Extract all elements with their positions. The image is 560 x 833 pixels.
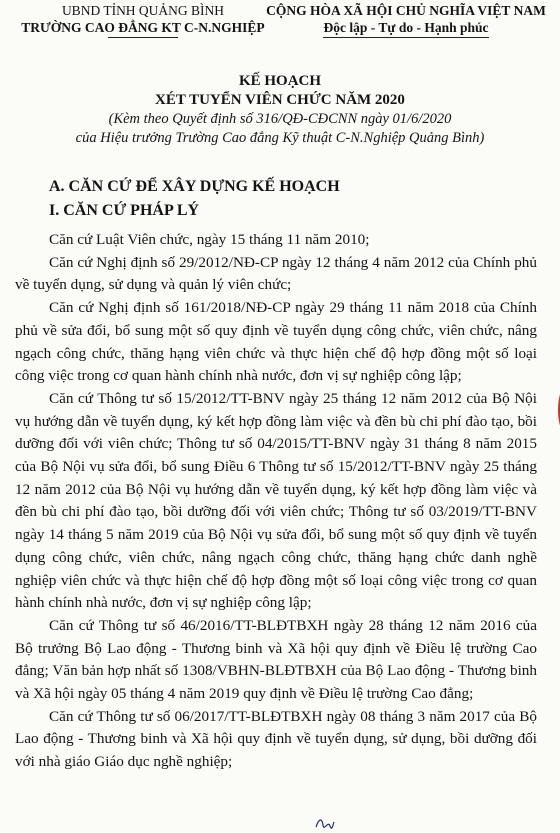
document-title-block — [0, 72, 560, 148]
document-subtitle-line2: của Hiệu trưởng Trường Cao đẳng Kỹ thuật C-N.Nghiệp Quảng Bình) — [75, 130, 485, 146]
document-type: KẾ HOẠCH — [238, 73, 322, 89]
issuing-agency-header — [18, 2, 268, 38]
handwritten-initial — [315, 816, 335, 830]
red-stamp-edge — [548, 380, 560, 440]
legal-basis-paragraph: Căn cứ Nghị định số 29/2012/NĐ-CP ngày 12 tháng 4 năm 2012 của Chính phủ về tuyển dụng, sử dụng và quản lý viên chức; — [15, 253, 537, 294]
section-a-heading: A. CĂN CỨ ĐỂ XÂY DỰNG KẾ HOẠCH — [49, 178, 340, 195]
national-header — [258, 2, 554, 38]
provincial-committee-name: UBND TỈNH QUẢNG BÌNH — [61, 3, 225, 18]
school-name: TRƯỜNG CAO ĐẲNG KT C-N.NGHIỆP — [21, 20, 265, 35]
header-divider — [108, 37, 178, 38]
document-subtitle-line1: (Kèm theo Quyết định số 316/QĐ-CĐCNN ngày 01/6/2020 — [108, 111, 452, 127]
legal-basis-body — [15, 229, 537, 774]
legal-basis-paragraph: Căn cứ Thông tư số 15/2012/TT-BNV ngày 25 tháng 12 năm 2012 của Bộ Nội vụ hướng dẫn về tuyển dụng, ký kết hợp đồng làm việc và đền bù chi phí đào tạo, bồi dưỡng đối với viên chức; Thông tư số 04/2015/TT-BNV ngày 31 tháng 8 năm 2015 của Bộ Nội vụ sửa đổi, bổ sung Điều 6 Thông tư số 15/2012/TT-BNV ngày 25 tháng 12 năm 2012 của Bộ Nội vụ hướng dẫn về tuyển dụng, ký kết hợp đồng làm việc và đền bù chi phí đào tạo, bồi dưỡng đối với viên chức; Thông tư số 03/2019/TT-BNV ngày 14 tháng 5 năm 2019 của Bộ Nội vụ sửa đổi, bổ sung một số quy định về tuyển dụng công chức, viên chức, nâng ngạch công chức, thăng hạng chức danh nghề nghiệp viên chức và thực hiện chế độ hợp đồng một số loại công việc trong cơ quan hành chính nhà nước, đơn vị sự nghiệp công lập; — [15, 389, 537, 612]
legal-basis-paragraph: Căn cứ Nghị định số 161/2018/NĐ-CP ngày 29 tháng 11 năm 2018 của Chính phủ về sửa đổi, bổ sung một số quy định về tuyển dụng công chức, viên chức, nâng ngạch công chức, thăng hạng viên chức và thực hiện chế độ hợp đồng một số loại công việc trong cơ quan hành chính nhà nước, đơn vị sự nghiệp công lập; — [15, 299, 537, 385]
national-name: CỘNG HÒA XÃ HỘI CHỦ NGHĨA VIỆT NAM — [266, 3, 546, 18]
document-title: XÉT TUYỂN VIÊN CHỨC NĂM 2020 — [155, 92, 405, 108]
national-motto: Độc lập - Tự do - Hạnh phúc — [323, 19, 488, 38]
section-i-heading: I. CĂN CỨ PHÁP LÝ — [49, 202, 200, 219]
legal-basis-paragraph: Căn cứ Luật Viên chức, ngày 15 tháng 11 năm 2010; — [49, 231, 370, 248]
legal-basis-paragraph: Căn cứ Thông tư số 46/2016/TT-BLĐTBXH ngày 28 tháng 12 năm 2016 của Bộ trưởng Bộ Lao động - Thương binh và Xã hội quy định về Điều lệ trường Cao đẳng; Văn bản hợp nhất số 1308/VBHN-BLĐTBXH của Bộ Lao động - Thương binh và Xã hội ngày 05 tháng 4 năm 2019 quy định về Điều lệ trường Cao đẳng; — [15, 616, 537, 703]
legal-basis-paragraph: Căn cứ Thông tư số 06/2017/TT-BLĐTBXH ngày 08 tháng 3 năm 2017 của Bộ Lao động - Thương binh và Xã hội quy định về tuyển dụng, sử dụng, bồi dưỡng đối với nhà giáo Giáo dục nghề nghiệp; — [15, 707, 537, 771]
